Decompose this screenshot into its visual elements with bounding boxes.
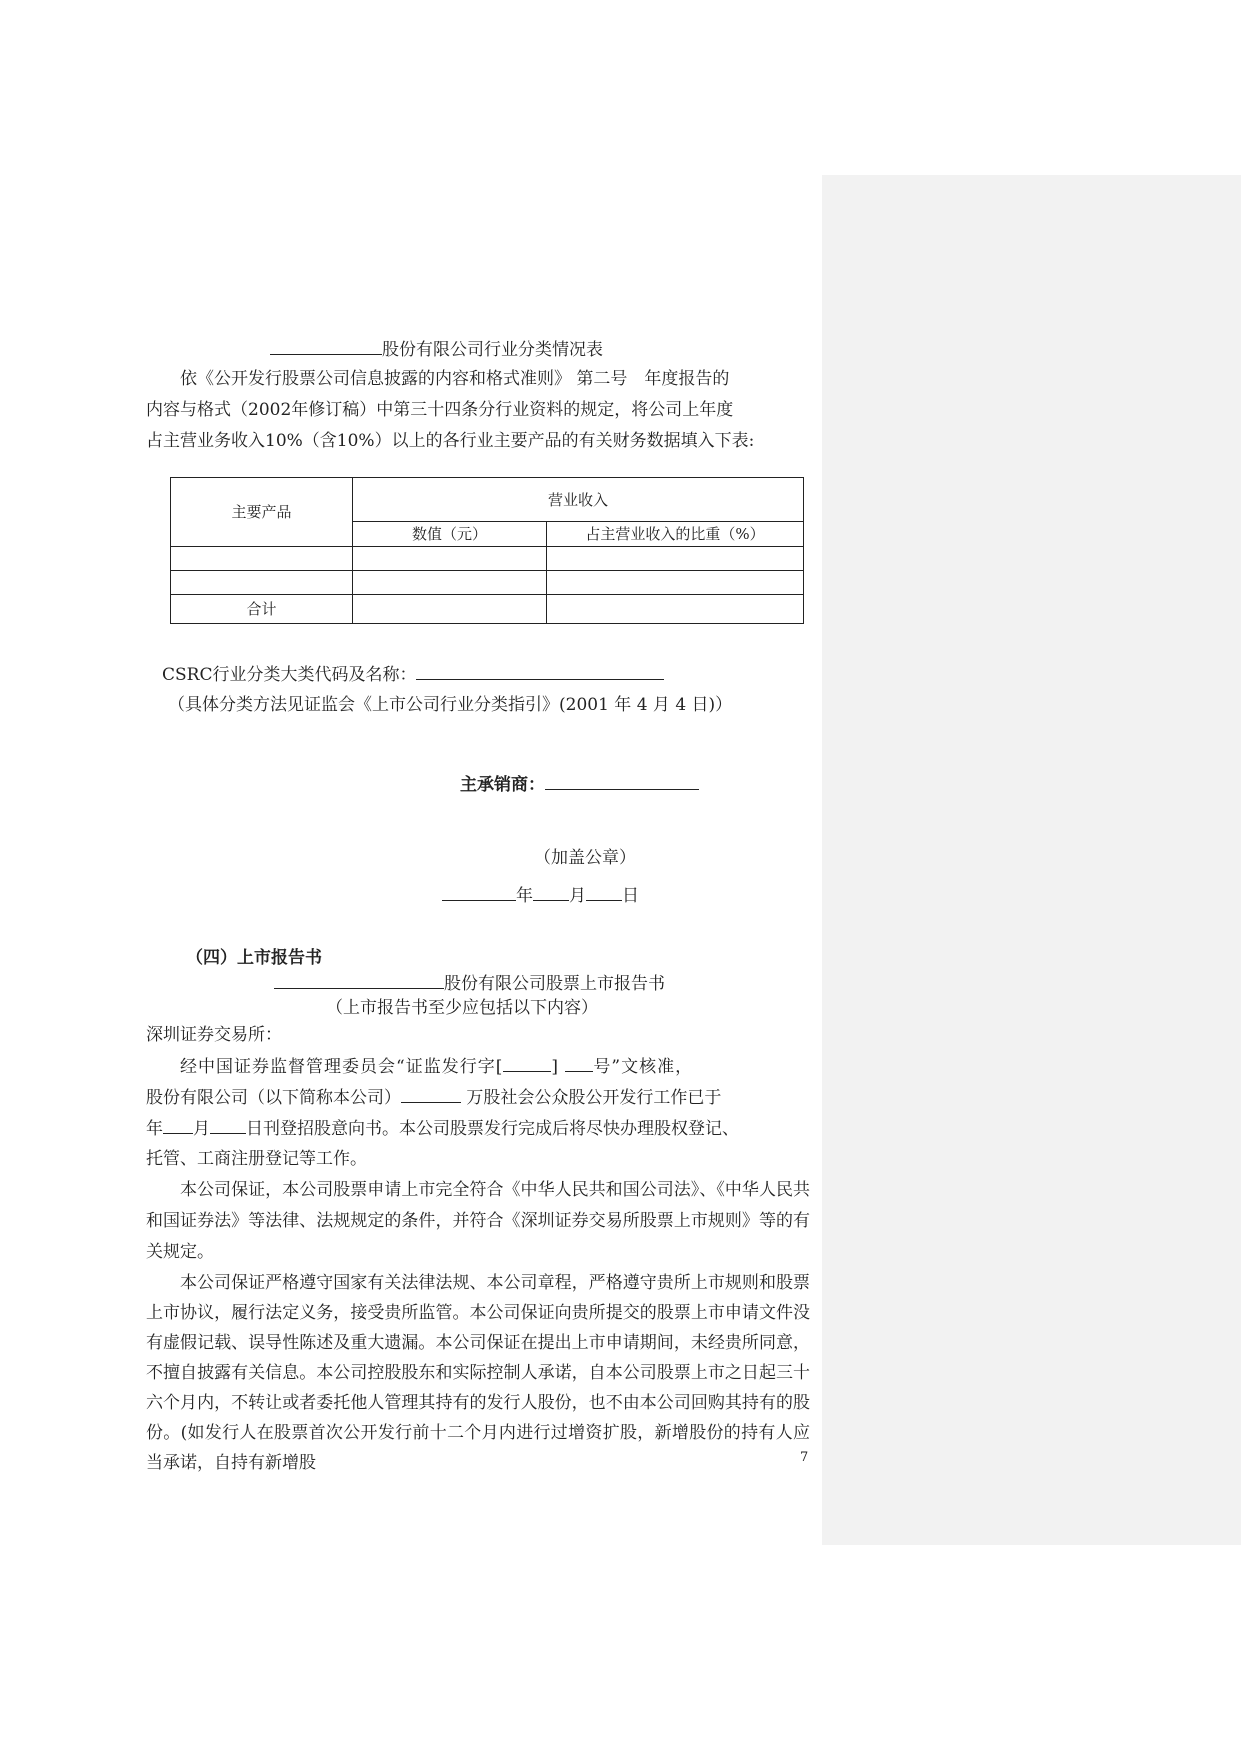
approval-number-blank: [503, 1051, 551, 1072]
report-company-blank: [274, 968, 444, 989]
csrc-blank: [416, 659, 664, 680]
table-row-total: [171, 595, 804, 624]
csrc-line: CSRC行业分类大类代码及名称：: [162, 659, 664, 691]
table-title: 股份有限公司行业分类情况表: [270, 334, 603, 366]
header-main-product: 主要产品: [171, 478, 353, 547]
intro-line: 占主营业务收入10%（含10%）以上的各行业主要产品的有关财务数据填入下表:: [146, 431, 755, 451]
document-number-blank: [565, 1051, 593, 1072]
paragraph-1-line-1: 经中国证券监督管理委员会“证监发行字[ ] 号”文核准，: [180, 1051, 693, 1083]
day-blank: [210, 1113, 246, 1134]
paragraph-3: 本公司保证严格遵守国家有关法律法规、本公司章程，严格遵守贵所上市规则和股票上市协议，履行法定义务，接受贵所监管。本公司保证向贵所提交的股票上市申请文件没有虚假记载、误导性陈述及重大遗漏。本公司保证在提出上市申请期间，未经贵所同意，不擅自披露有关信息。本公司控股股东和实际控制人承诺，自本公司股票上市之日起三十六个月内，不转让或者委托他人管理其持有的发行人股份，也不由本公司回购其持有的股份。(如发行人在股票首次公开发行前十二个月内进行过增资扩股，新增股份的持有人应当承诺，自持有新增股: [146, 1273, 810, 1473]
year-blank: [442, 880, 516, 901]
intro-line: 依《公开发行股票公司信息披露的内容和格式准则》 第二号 年度报告的: [180, 369, 730, 389]
document-page: [146, 0, 810, 1754]
report-subtitle: （上市报告书至少应包括以下内容）: [326, 998, 598, 1018]
header-revenue: 营业收入: [353, 478, 804, 522]
underwriter-line: 主承销商：: [460, 769, 699, 801]
report-title: 股份有限公司股票上市报告书: [274, 968, 665, 1000]
date-line: 年 月 日: [442, 880, 639, 912]
paragraph-1-line-3: 年 月 日刊登招股意向书。本公司股票发行完成后将尽快办理股权登记、: [146, 1113, 739, 1145]
month-blank: [533, 880, 569, 901]
header-value: 数值（元）: [353, 522, 547, 547]
total-label: 合计: [171, 595, 353, 624]
csrc-note: （具体分类方法见证监会《上市公司行业分类指引》(2001 年 4 月 4 日)）: [168, 695, 733, 715]
addressee: 深圳证券交易所：: [146, 1025, 282, 1045]
paragraph-1-line-4: 托管、工商注册登记等工作。: [146, 1149, 367, 1169]
header-ratio: 占主营业收入的比重（%）: [547, 522, 804, 547]
table-row: [171, 571, 804, 595]
comment-margin-pane: [822, 175, 1241, 1545]
day-blank: [586, 880, 622, 901]
seal-note: （加盖公章）: [534, 848, 636, 868]
month-blank: [163, 1113, 193, 1134]
intro-paragraph: [146, 364, 810, 457]
paragraph-1-line-2: 股份有限公司（以下简称本公司） 万股社会公众股公开发行工作已于: [146, 1082, 721, 1114]
financial-data-table: [170, 477, 804, 624]
intro-line: 内容与格式（2002年修订稿）中第三十四条分行业资料的规定，将公司上年度: [146, 400, 734, 420]
page-number: 7: [800, 1450, 809, 1465]
company-name-blank: [270, 334, 382, 355]
shares-blank: [401, 1082, 461, 1103]
underwriter-blank: [545, 769, 699, 790]
section-title: （四）上市报告书: [186, 948, 322, 968]
table-row: [171, 547, 804, 571]
paragraph-2: 本公司保证，本公司股票申请上市完全符合《中华人民共和国公司法》、《中华人民共和国证券法》等法律、法规规定的条件，并符合《深圳证券交易所股票上市规则》等的有关规定。: [146, 1180, 810, 1262]
